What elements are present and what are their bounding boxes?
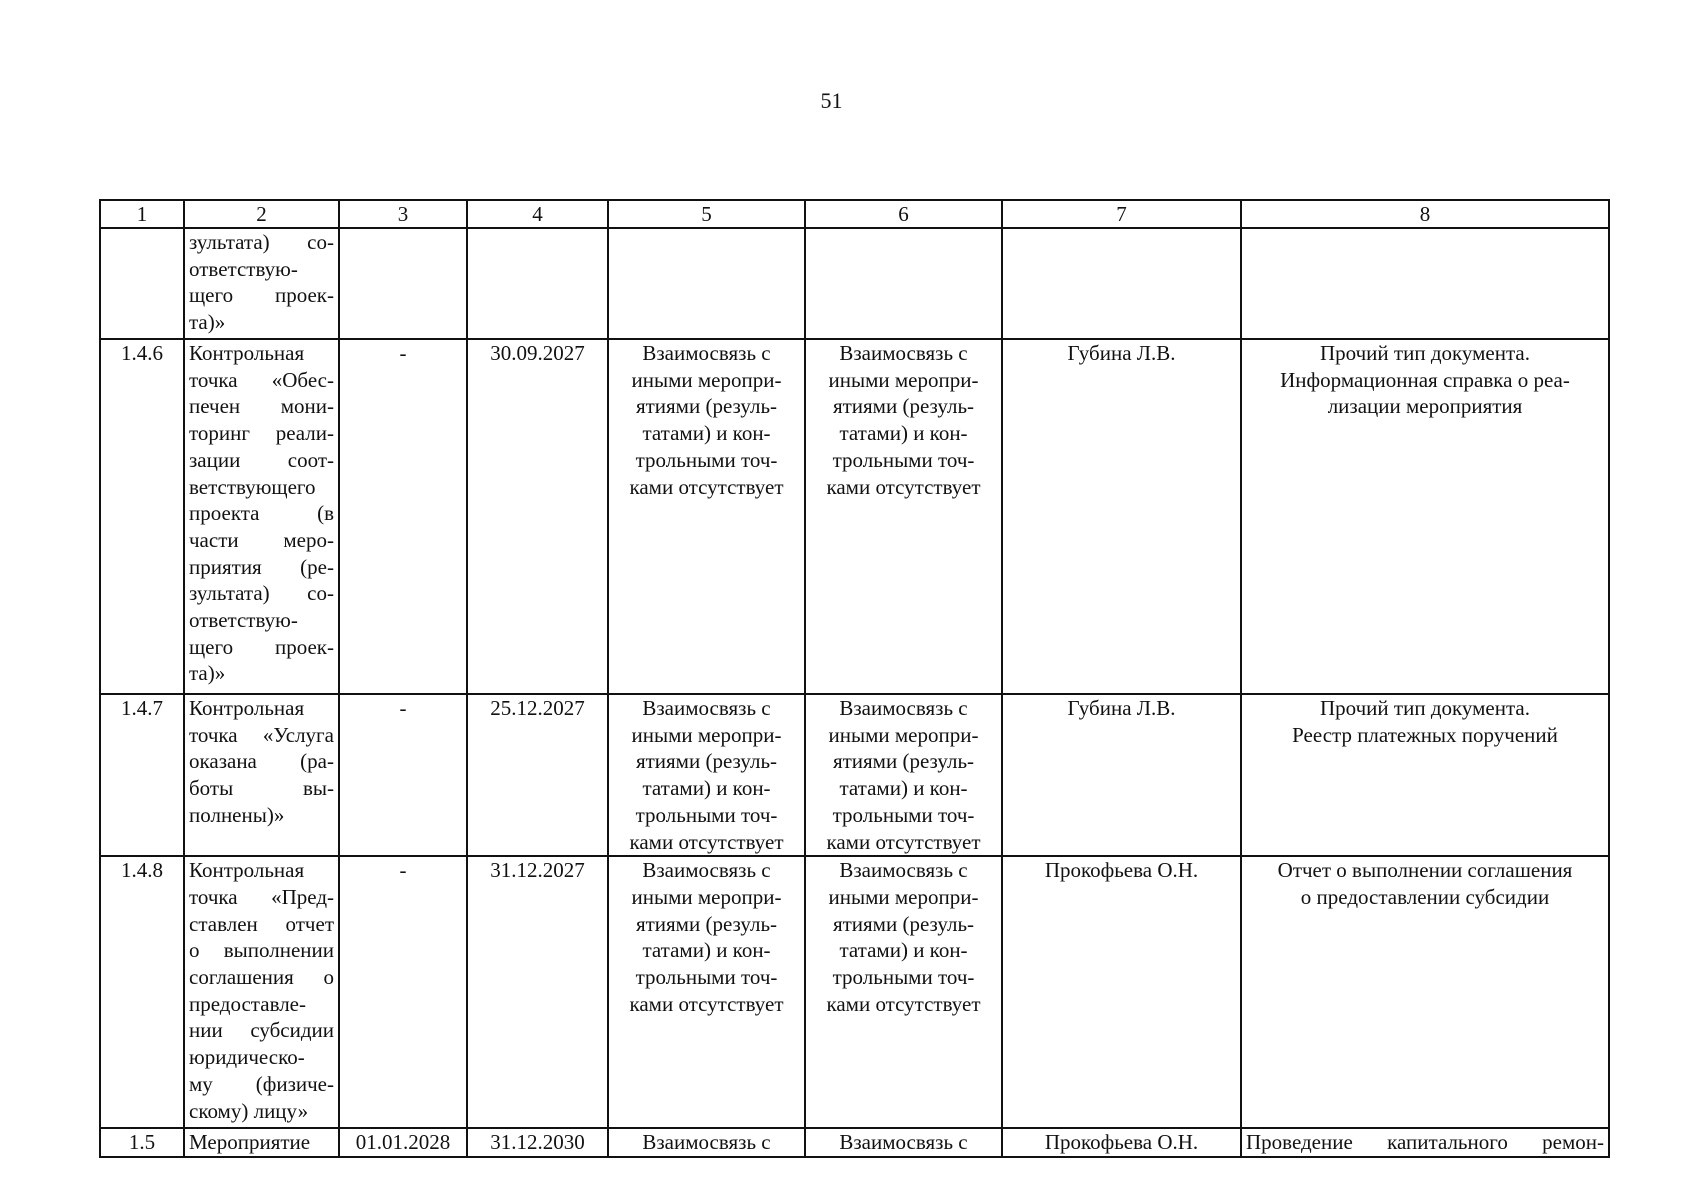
predecessor-link-line: трольными точ- (635, 802, 778, 827)
predecessor-link-line: иными меропри- (631, 884, 782, 909)
successor-link-line: Взаимосвязь с (839, 858, 968, 883)
item-name-line: части меро- (189, 527, 334, 552)
table-row (100, 694, 1609, 856)
successor-link-line: трольными точ- (832, 802, 975, 827)
successor-link-cell (805, 1128, 1002, 1157)
header-row (100, 200, 1609, 228)
start-date-cell: 01.01.2028 (339, 1128, 467, 1157)
item-name-line: ответствую- (189, 608, 298, 633)
item-name-line: боты вы- (189, 776, 334, 801)
predecessor-link-line: иными меропри- (631, 722, 782, 747)
item-name-line: приятия (ре- (189, 554, 334, 579)
item-name-line: Контрольная (189, 858, 305, 883)
successor-link-line: трольными точ- (832, 965, 975, 990)
item-number-cell (100, 228, 184, 339)
item-name-line: точка «Пред- (189, 884, 334, 909)
predecessor-link-line: иными меропри- (631, 367, 782, 392)
predecessor-link-line: трольными точ- (635, 965, 778, 990)
header-cell: 5 (608, 200, 805, 228)
item-name-line: Контрольная (189, 696, 305, 720)
successor-link-line: ками отсутствует (826, 991, 981, 1016)
item-name-cell (184, 228, 339, 339)
item-name-line: предоставле- (189, 991, 306, 1016)
table-row (100, 339, 1609, 694)
table-row (100, 228, 1609, 339)
predecessor-link-line: ятиями (резуль- (635, 749, 778, 774)
successor-link-cell (805, 856, 1002, 1128)
item-name-line: нии субсидии (189, 1018, 334, 1043)
successor-link-line: татами) и кон- (839, 421, 968, 446)
item-name-line: Контрольная (189, 341, 305, 365)
predecessor-link-cell (608, 228, 805, 339)
item-name-line: зультата) со- (189, 581, 334, 606)
successor-link-cell (805, 228, 1002, 339)
predecessor-link-line: ками отсутствует (629, 829, 784, 854)
predecessor-link-line: татами) и кон- (642, 938, 771, 963)
successor-link-line: ятиями (резуль- (832, 749, 975, 774)
start-date-cell: - (339, 856, 467, 1128)
item-number-cell: 1.5 (100, 1128, 184, 1157)
predecessor-link-line: татами) и кон- (642, 776, 771, 801)
successor-link-line: татами) и кон- (839, 938, 968, 963)
successor-link-line: иными меропри- (828, 884, 979, 909)
item-name-line: та)» (189, 661, 226, 686)
item-name-line: о выполнении (189, 938, 334, 963)
predecessor-link-line: Взаимосвязь с (642, 858, 771, 883)
successor-link-line: иными меропри- (828, 367, 979, 392)
result-document-cell (1241, 1128, 1609, 1157)
predecessor-link-cell (608, 339, 805, 694)
successor-link-line: татами) и кон- (839, 776, 968, 801)
successor-link-line: иными меропри- (828, 722, 979, 747)
responsible-cell: Губина Л.В. (1002, 339, 1241, 694)
item-name-cell (184, 1128, 339, 1157)
result-document-line: Проведение капитального ремон- (1246, 1130, 1604, 1155)
item-name-line: точка «Обес- (189, 367, 334, 392)
item-number-cell: 1.4.6 (100, 339, 184, 694)
item-number-cell: 1.4.8 (100, 856, 184, 1128)
header-cell: 6 (805, 200, 1002, 228)
item-name-line: проекта (в (189, 501, 334, 526)
successor-link-line: трольными точ- (832, 447, 975, 472)
item-name-line: щего проек- (189, 283, 334, 308)
header-cell: 7 (1002, 200, 1241, 228)
item-name-line: оказана (ра- (189, 749, 334, 774)
result-document-line: о предоставлении субсидии (1300, 884, 1550, 909)
item-name-line: зультата) со- (189, 230, 334, 254)
predecessor-link-cell (608, 856, 805, 1128)
result-document-line: Прочий тип документа. (1320, 696, 1530, 720)
predecessor-link-line: ятиями (резуль- (635, 911, 778, 936)
start-date-cell (339, 228, 467, 339)
item-name-line: юридическо- (189, 1045, 305, 1070)
item-name-cell (184, 694, 339, 856)
schedule-table (99, 199, 1610, 1158)
header-cell: 2 (184, 200, 339, 228)
responsible-cell: Прокофьева О.Н. (1002, 1128, 1241, 1157)
predecessor-link-line: Взаимосвязь с (642, 341, 771, 365)
start-date-cell: - (339, 694, 467, 856)
predecessor-link-line: Взаимосвязь с (642, 696, 771, 720)
predecessor-link-line: Взаимосвязь с (642, 1130, 771, 1155)
end-date-cell: 31.12.2030 (467, 1128, 608, 1157)
start-date-cell: - (339, 339, 467, 694)
item-name-line: соглашения о (189, 965, 334, 990)
predecessor-link-cell (608, 694, 805, 856)
item-name-cell (184, 856, 339, 1128)
result-document-cell (1241, 694, 1609, 856)
header-cell: 3 (339, 200, 467, 228)
item-name-line: скому) лицу» (189, 1098, 309, 1123)
responsible-cell (1002, 228, 1241, 339)
result-document-cell (1241, 339, 1609, 694)
header-cell: 8 (1241, 200, 1609, 228)
result-document-line: Информационная справка о реа- (1280, 367, 1570, 392)
result-document-line: лизации мероприятия (1327, 394, 1523, 419)
item-name-line: ответствую- (189, 256, 298, 281)
item-name-line: та)» (189, 310, 226, 335)
successor-link-cell (805, 339, 1002, 694)
result-document-cell (1241, 228, 1609, 339)
responsible-cell: Прокофьева О.Н. (1002, 856, 1241, 1128)
predecessor-link-line: ками отсутствует (629, 991, 784, 1016)
successor-link-line: ками отсутствует (826, 474, 981, 499)
predecessor-link-cell (608, 1128, 805, 1157)
item-name-line: Мероприятие (189, 1130, 311, 1155)
result-document-line: Реестр платежных поручений (1292, 722, 1558, 747)
item-name-line: ветствующего (189, 474, 316, 499)
item-number-cell: 1.4.7 (100, 694, 184, 856)
item-name-line: торинг реали- (189, 421, 334, 446)
table-row (100, 1128, 1609, 1157)
item-name-line: ставлен отчет (189, 911, 334, 936)
predecessor-link-line: татами) и кон- (642, 421, 771, 446)
item-name-line: му (физиче- (189, 1071, 334, 1096)
result-document-line: Отчет о выполнении соглашения (1277, 858, 1573, 883)
successor-link-line: Взаимосвязь с (839, 696, 968, 720)
successor-link-line: ятиями (резуль- (832, 394, 975, 419)
end-date-cell: 30.09.2027 (467, 339, 608, 694)
header-cell: 1 (100, 200, 184, 228)
header-cell: 4 (467, 200, 608, 228)
table-row (100, 856, 1609, 1128)
item-name-line: щего проек- (189, 634, 334, 659)
item-name-line: печен мони- (189, 394, 334, 419)
item-name-line: полнены)» (189, 802, 285, 827)
predecessor-link-line: трольными точ- (635, 447, 778, 472)
page-number: 51 (820, 88, 843, 113)
item-name-line: точка «Услуга (189, 722, 334, 747)
predecessor-link-line: ятиями (резуль- (635, 394, 778, 419)
successor-link-line: ятиями (резуль- (832, 911, 975, 936)
predecessor-link-line: ками отсутствует (629, 474, 784, 499)
end-date-cell: 25.12.2027 (467, 694, 608, 856)
result-document-line: Прочий тип документа. (1320, 341, 1530, 365)
result-document-cell (1241, 856, 1609, 1128)
item-name-line: зации соот- (189, 447, 334, 472)
end-date-cell: 31.12.2027 (467, 856, 608, 1128)
successor-link-line: Взаимосвязь с (839, 341, 968, 365)
responsible-cell: Губина Л.В. (1002, 694, 1241, 856)
successor-link-line: ками отсутствует (826, 829, 981, 854)
item-name-cell (184, 339, 339, 694)
successor-link-cell (805, 694, 1002, 856)
end-date-cell (467, 228, 608, 339)
successor-link-line: Взаимосвязь с (839, 1130, 968, 1155)
